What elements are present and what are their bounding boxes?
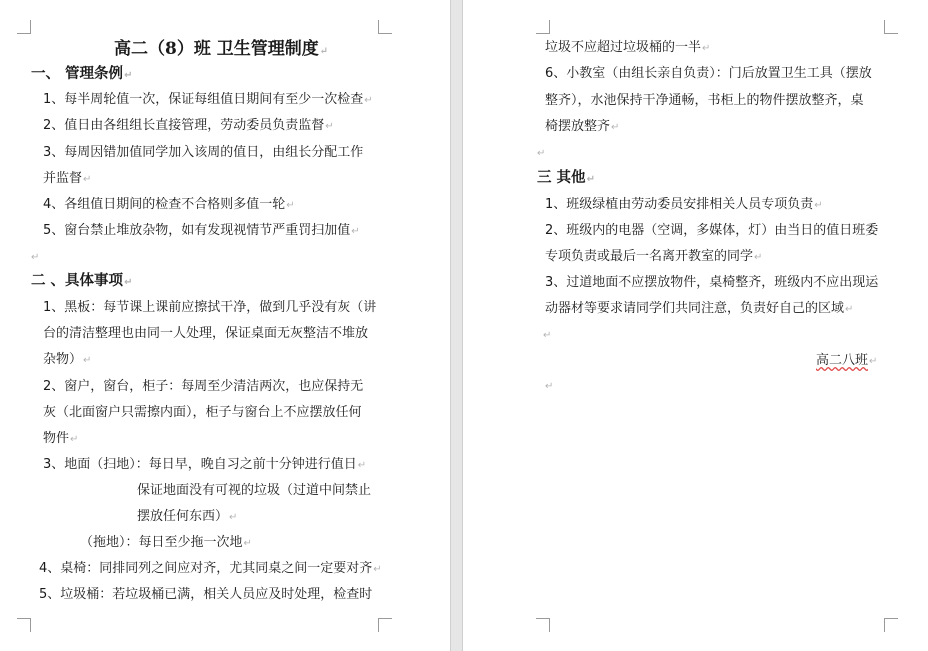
- other-3-continuation[interactable]: 动器材等要求请同学们共同注意，负责好自己的区域↵: [545, 301, 854, 316]
- detail-desks-text[interactable]: 4、桌椅：同排同列之间应对齐，尤其同桌之间一定要对齐↵: [39, 561, 382, 576]
- page-gap: [450, 0, 463, 651]
- detail-blackboard-text[interactable]: 1、黑板：每节课上课前应擦拭干净，做到几乎没有灰（讲: [43, 300, 377, 315]
- detail-floor-end[interactable]: 摆放任何东西）↵: [137, 509, 238, 524]
- class-signature[interactable]: 高二八班↵: [816, 353, 878, 368]
- detail-blackboard-end[interactable]: 杂物）↵: [43, 352, 92, 367]
- empty-paragraph-mark: ↵: [545, 381, 554, 392]
- detail-floor-text[interactable]: 3、地面（扫地）：每日早，晚自习之前十分钟进行值日↵: [43, 457, 367, 472]
- crop-mark: [884, 618, 898, 632]
- rule-2-text[interactable]: 2、值日由各组组长直接管理，劳动委员负责监督↵: [43, 118, 334, 133]
- crop-mark: [884, 20, 898, 34]
- empty-paragraph-mark: ↵: [31, 252, 40, 263]
- document-page-left: [0, 0, 450, 651]
- detail-classroom-text[interactable]: 6、小教室（由组长亲自负责）：门后放置卫生工具（摆放: [545, 66, 872, 81]
- crop-mark: [378, 618, 392, 632]
- crop-mark: [536, 20, 550, 34]
- detail-windows-continuation[interactable]: 灰（北面窗户只需擦内面），柜子与窗台上不应摆放任何: [43, 405, 362, 420]
- empty-paragraph-mark: ↵: [543, 330, 552, 341]
- crop-mark: [17, 618, 31, 632]
- detail-trash-continuation[interactable]: 垃圾不应超过垃圾桶的一半↵: [545, 40, 711, 55]
- detail-windows-text[interactable]: 2、窗户，窗台，柜子：每周至少清洁两次，也应保持无: [43, 379, 364, 394]
- document-title[interactable]: 高二（8）班 卫生管理制度↵: [114, 39, 329, 59]
- rule-4-text[interactable]: 4、各组值日期间的检查不合格则多值一轮↵: [43, 197, 295, 212]
- other-1-text[interactable]: 1、班级绿植由劳动委员安排相关人员专项负责↵: [545, 197, 823, 212]
- crop-mark: [378, 20, 392, 34]
- detail-mopping-text[interactable]: （拖地）：每日至少拖一次地↵: [80, 535, 252, 550]
- detail-classroom-end[interactable]: 椅摆放整齐↵: [545, 119, 620, 134]
- rule-3-text[interactable]: 3、每周因错加值同学加入该周的值日，由组长分配工作: [43, 145, 364, 160]
- section-heading-other[interactable]: 三 其他↵: [537, 170, 595, 186]
- crop-mark: [536, 618, 550, 632]
- section-heading-details[interactable]: 二 、具体事项↵: [31, 273, 133, 289]
- document-page-right: [463, 0, 928, 651]
- detail-trash-text[interactable]: 5、垃圾桶：若垃圾桶已满，相关人员应及时处理，检查时: [39, 587, 373, 602]
- other-2-continuation[interactable]: 专项负责或最后一名离开教室的同学↵: [545, 249, 763, 264]
- other-3-text[interactable]: 3、过道地面不应摆放物件，桌椅整齐，班级内不应出现运: [545, 275, 879, 290]
- rule-5-text[interactable]: 5、窗台禁止堆放杂物，如有发现视情节严重罚扫加值↵: [43, 223, 360, 238]
- empty-paragraph-mark: ↵: [537, 148, 546, 159]
- detail-blackboard-continuation[interactable]: 台的清洁整理也由同一人处理，保证桌面无灰整洁不堆放: [43, 326, 369, 341]
- section-heading-management[interactable]: 一、 管理条例↵: [31, 66, 133, 82]
- detail-floor-continuation[interactable]: 保证地面没有可视的垃圾（过道中间禁止: [137, 483, 372, 498]
- crop-mark: [17, 20, 31, 34]
- rule-3-continuation[interactable]: 并监督↵: [43, 171, 92, 186]
- detail-windows-end[interactable]: 物件↵: [43, 431, 79, 446]
- detail-classroom-continuation[interactable]: 整齐），水池保持干净通畅，书柜上的物件摆放整齐，桌: [545, 93, 864, 108]
- other-2-text[interactable]: 2、班级内的电器（空调，多媒体，灯）由当日的值日班委: [545, 223, 879, 238]
- rule-1-text[interactable]: 1、每半周轮值一次，保证每组值日期间有至少一次检查↵: [43, 92, 373, 107]
